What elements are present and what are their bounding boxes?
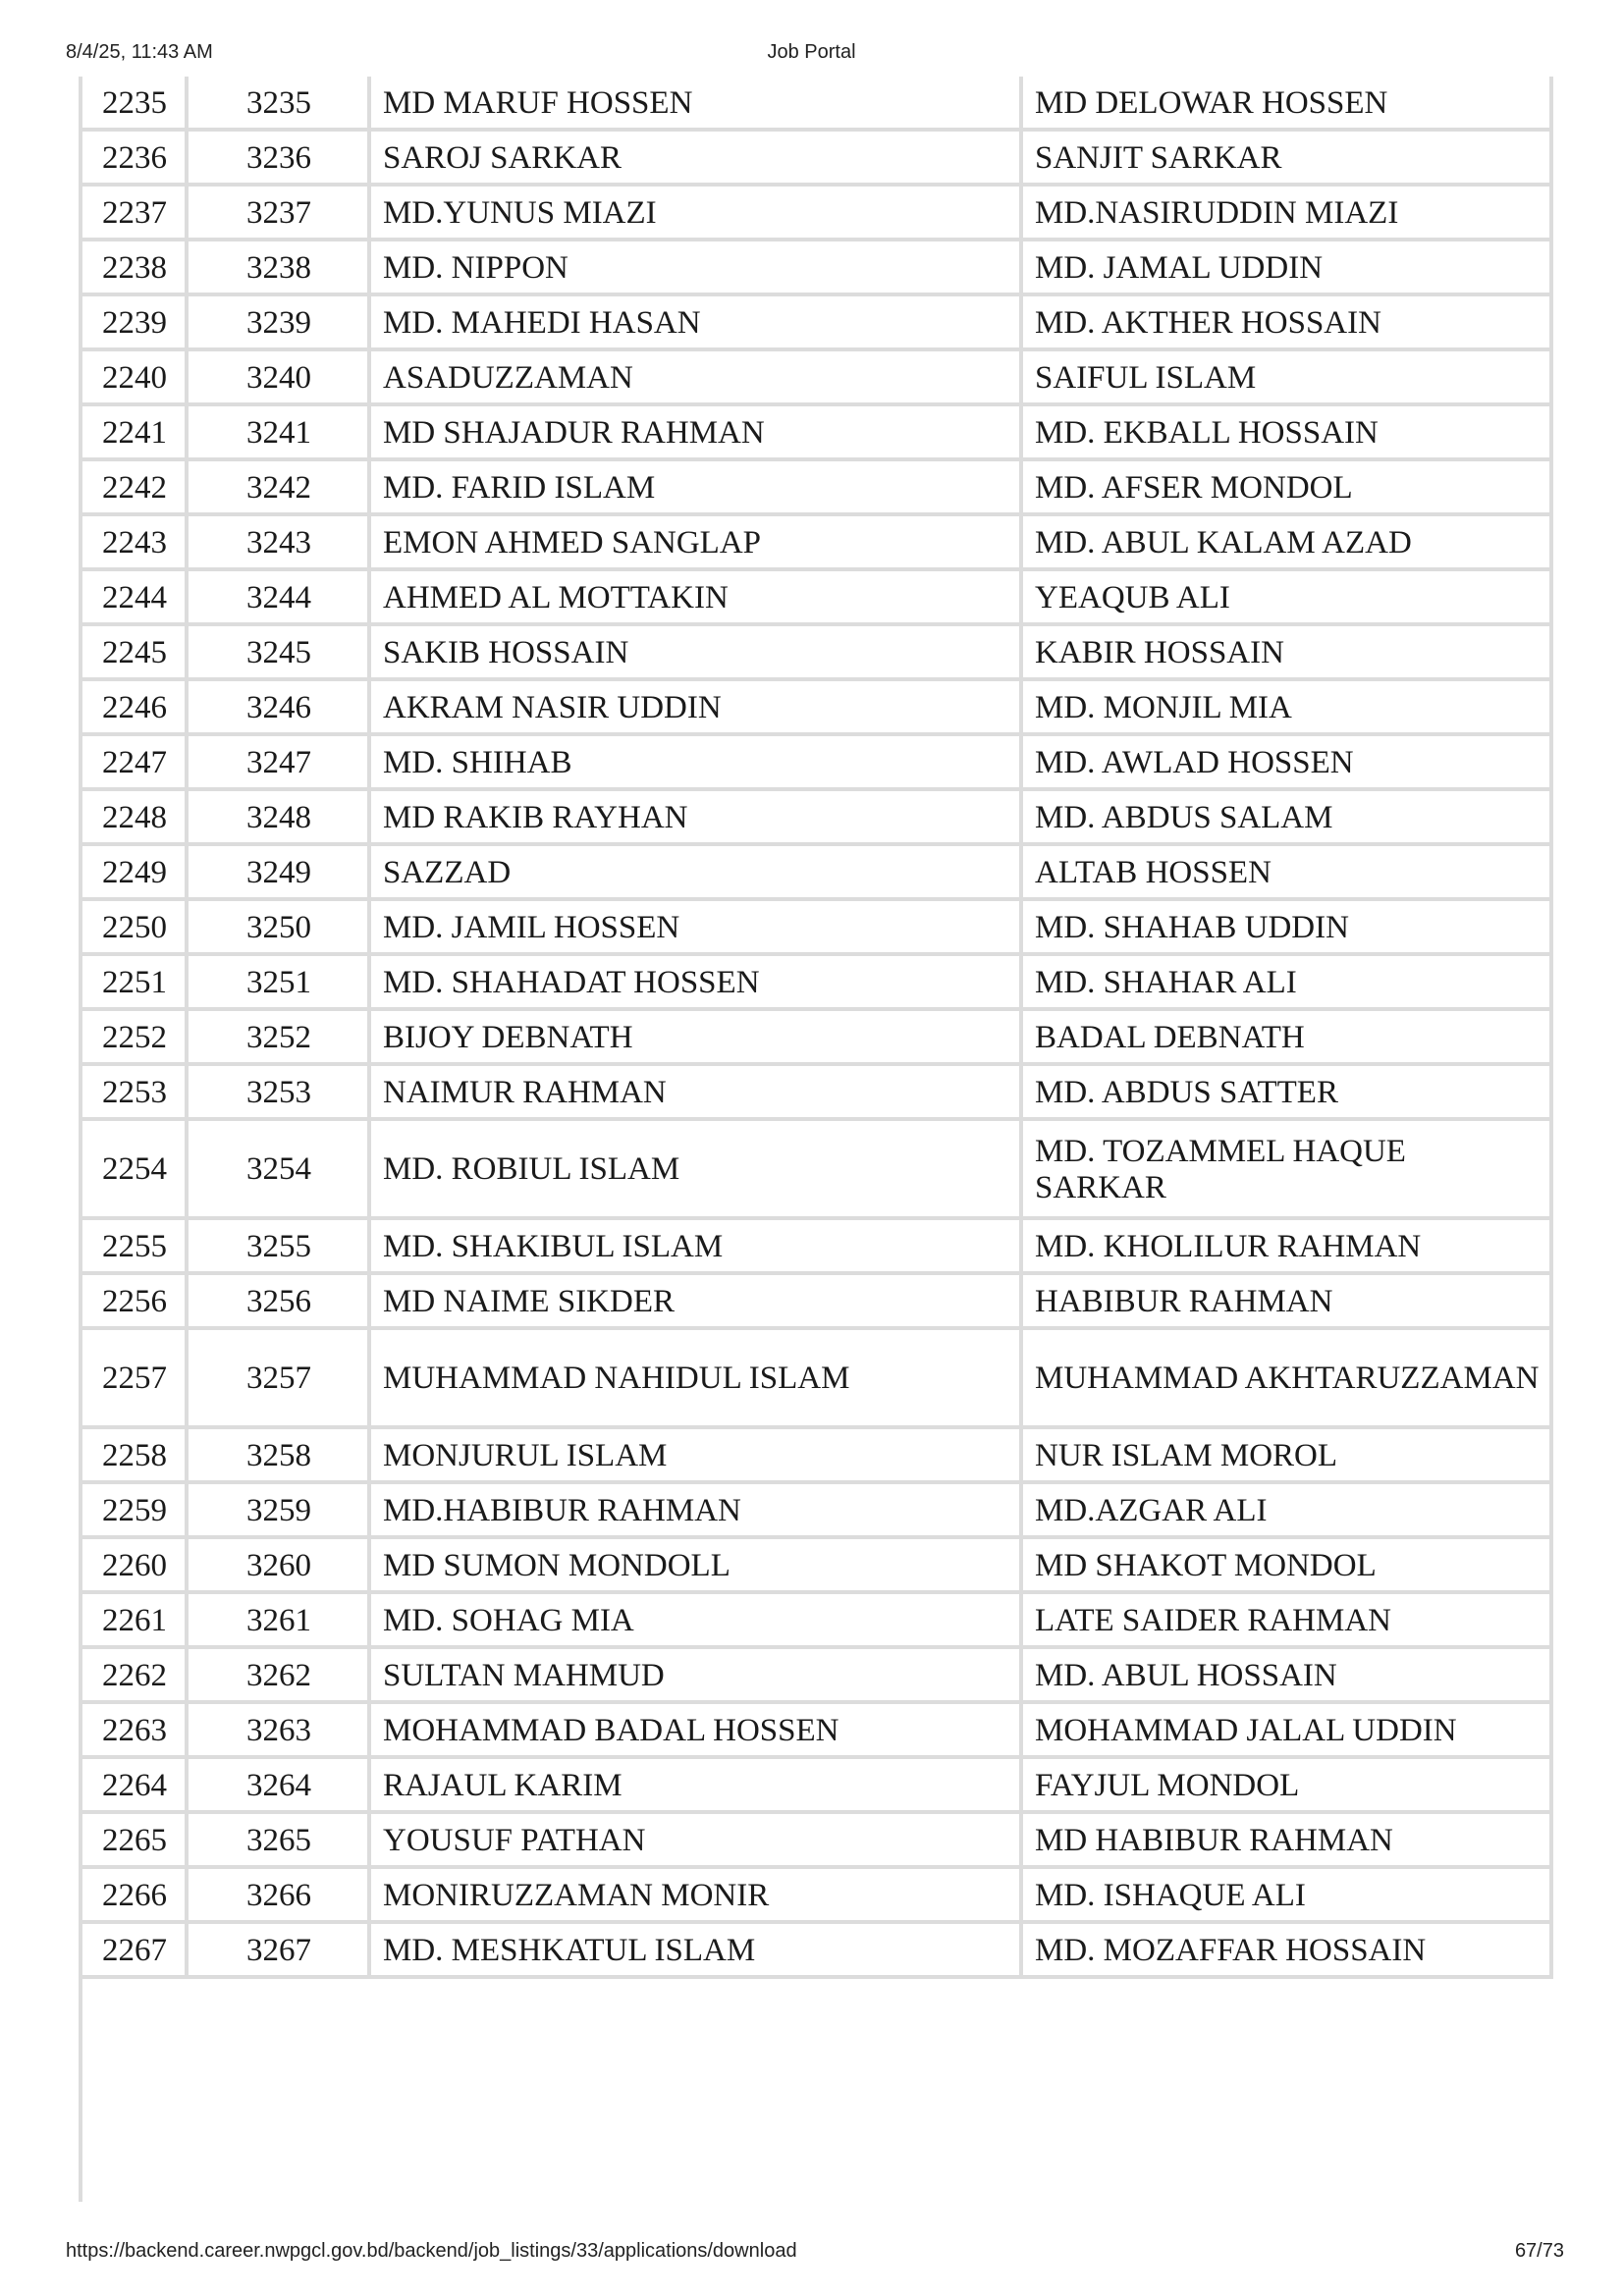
table-row xyxy=(82,626,1553,681)
table-row xyxy=(82,1594,1553,1649)
roll-cell: 3243 xyxy=(189,516,371,571)
applicant-name-cell: RAJAUL KARIM xyxy=(371,1759,1023,1814)
father-name-cell: MD. AKTHER HOSSAIN xyxy=(1023,296,1553,351)
roll-cell: 3239 xyxy=(189,296,371,351)
table-row xyxy=(82,1924,1553,1979)
serial-cell: 2262 xyxy=(82,1649,189,1704)
father-name-cell: MOHAMMAD JALAL UDDIN xyxy=(1023,1704,1553,1759)
serial-cell: 2235 xyxy=(82,77,189,132)
father-name-cell: MD. EKBALL HOSSAIN xyxy=(1023,406,1553,461)
table-row xyxy=(82,1220,1553,1275)
table-row xyxy=(82,1011,1553,1066)
applicant-name-cell: MD NAIME SIKDER xyxy=(371,1275,1023,1330)
applicant-table-body xyxy=(82,77,1553,1979)
applicant-name-cell: MD. SHAKIBUL ISLAM xyxy=(371,1220,1023,1275)
applicant-name-cell: MD. NIPPON xyxy=(371,241,1023,296)
father-name-cell: LATE SAIDER RAHMAN xyxy=(1023,1594,1553,1649)
roll-cell: 3259 xyxy=(189,1484,371,1539)
father-name-cell: MD. JAMAL UDDIN xyxy=(1023,241,1553,296)
serial-cell: 2238 xyxy=(82,241,189,296)
applicant-name-cell: MD SUMON MONDOLL xyxy=(371,1539,1023,1594)
table-row xyxy=(82,791,1553,846)
serial-cell: 2256 xyxy=(82,1275,189,1330)
applicant-name-cell: MD.HABIBUR RAHMAN xyxy=(371,1484,1023,1539)
table-row xyxy=(82,736,1553,791)
table-row xyxy=(82,1814,1553,1869)
applicant-name-cell: NAIMUR RAHMAN xyxy=(371,1066,1023,1121)
applicant-name-cell: AHMED AL MOTTAKIN xyxy=(371,571,1023,626)
serial-cell: 2253 xyxy=(82,1066,189,1121)
table-row xyxy=(82,516,1553,571)
father-name-cell: MD. ISHAQUE ALI xyxy=(1023,1869,1553,1924)
roll-cell: 3242 xyxy=(189,461,371,516)
roll-cell: 3236 xyxy=(189,132,371,187)
applicant-name-cell: BIJOY DEBNATH xyxy=(371,1011,1023,1066)
roll-cell: 3249 xyxy=(189,846,371,901)
roll-cell: 3257 xyxy=(189,1330,371,1429)
father-name-cell: MD. TOZAMMEL HAQUE SARKAR xyxy=(1023,1121,1553,1220)
father-name-cell: MD DELOWAR HOSSEN xyxy=(1023,77,1553,132)
table-row xyxy=(82,1066,1553,1121)
serial-cell: 2246 xyxy=(82,681,189,736)
father-name-cell: FAYJUL MONDOL xyxy=(1023,1759,1553,1814)
roll-cell: 3263 xyxy=(189,1704,371,1759)
serial-cell: 2237 xyxy=(82,187,189,241)
applicant-name-cell: MD. JAMIL HOSSEN xyxy=(371,901,1023,956)
serial-cell: 2242 xyxy=(82,461,189,516)
roll-cell: 3254 xyxy=(189,1121,371,1220)
roll-cell: 3247 xyxy=(189,736,371,791)
applicant-name-cell: MD. SHIHAB xyxy=(371,736,1023,791)
applicant-name-cell: MONJURUL ISLAM xyxy=(371,1429,1023,1484)
table-row xyxy=(82,1869,1553,1924)
serial-cell: 2236 xyxy=(82,132,189,187)
table-row xyxy=(82,1429,1553,1484)
serial-cell: 2245 xyxy=(82,626,189,681)
roll-cell: 3244 xyxy=(189,571,371,626)
serial-cell: 2267 xyxy=(82,1924,189,1979)
applicant-name-cell: MD SHAJADUR RAHMAN xyxy=(371,406,1023,461)
source-url: https://backend.career.nwpgcl.gov.bd/backend/job_listings/33/applications/download xyxy=(66,2240,797,2262)
roll-cell: 3240 xyxy=(189,351,371,406)
roll-cell: 3252 xyxy=(189,1011,371,1066)
father-name-cell: MD SHAKOT MONDOL xyxy=(1023,1539,1553,1594)
serial-cell: 2266 xyxy=(82,1869,189,1924)
table-row xyxy=(82,351,1553,406)
serial-cell: 2248 xyxy=(82,791,189,846)
father-name-cell: SAIFUL ISLAM xyxy=(1023,351,1553,406)
father-name-cell: MD. MONJIL MIA xyxy=(1023,681,1553,736)
table-row xyxy=(82,1121,1553,1220)
serial-cell: 2254 xyxy=(82,1121,189,1220)
table-row xyxy=(82,681,1553,736)
serial-cell: 2244 xyxy=(82,571,189,626)
table-row xyxy=(82,241,1553,296)
applicant-name-cell: MOHAMMAD BADAL HOSSEN xyxy=(371,1704,1023,1759)
applicant-name-cell: ASADUZZAMAN xyxy=(371,351,1023,406)
serial-cell: 2263 xyxy=(82,1704,189,1759)
roll-cell: 3258 xyxy=(189,1429,371,1484)
father-name-cell: BADAL DEBNATH xyxy=(1023,1011,1553,1066)
serial-cell: 2247 xyxy=(82,736,189,791)
applicant-table xyxy=(82,77,1553,1979)
father-name-cell: MD. SHAHAB UDDIN xyxy=(1023,901,1553,956)
roll-cell: 3251 xyxy=(189,956,371,1011)
roll-cell: 3250 xyxy=(189,901,371,956)
roll-cell: 3262 xyxy=(189,1649,371,1704)
table-row xyxy=(82,461,1553,516)
roll-cell: 3255 xyxy=(189,1220,371,1275)
print-datetime: 8/4/25, 11:43 AM xyxy=(66,41,213,63)
serial-cell: 2255 xyxy=(82,1220,189,1275)
serial-cell: 2265 xyxy=(82,1814,189,1869)
applicant-name-cell: AKRAM NASIR UDDIN xyxy=(371,681,1023,736)
father-name-cell: MD. ABUL HOSSAIN xyxy=(1023,1649,1553,1704)
roll-cell: 3261 xyxy=(189,1594,371,1649)
roll-cell: 3238 xyxy=(189,241,371,296)
table-row xyxy=(82,1759,1553,1814)
father-name-cell: MD.AZGAR ALI xyxy=(1023,1484,1553,1539)
serial-cell: 2239 xyxy=(82,296,189,351)
father-name-cell: MUHAMMAD AKHTARUZZAMAN xyxy=(1023,1330,1553,1429)
applicant-name-cell: MD RAKIB RAYHAN xyxy=(371,791,1023,846)
father-name-cell: KABIR HOSSAIN xyxy=(1023,626,1553,681)
father-name-cell: MD. ABDUS SALAM xyxy=(1023,791,1553,846)
table-row xyxy=(82,77,1553,132)
roll-cell: 3237 xyxy=(189,187,371,241)
father-name-cell: NUR ISLAM MOROL xyxy=(1023,1429,1553,1484)
roll-cell: 3267 xyxy=(189,1924,371,1979)
roll-cell: 3235 xyxy=(189,77,371,132)
table-row xyxy=(82,1330,1553,1429)
table-row xyxy=(82,187,1553,241)
roll-cell: 3248 xyxy=(189,791,371,846)
serial-cell: 2260 xyxy=(82,1539,189,1594)
father-name-cell: MD. MOZAFFAR HOSSAIN xyxy=(1023,1924,1553,1979)
serial-cell: 2251 xyxy=(82,956,189,1011)
applicant-table-container xyxy=(79,77,1553,2202)
father-name-cell: MD.NASIRUDDIN MIAZI xyxy=(1023,187,1553,241)
roll-cell: 3256 xyxy=(189,1275,371,1330)
serial-cell: 2252 xyxy=(82,1011,189,1066)
table-row xyxy=(82,901,1553,956)
father-name-cell: ALTAB HOSSEN xyxy=(1023,846,1553,901)
roll-cell: 3245 xyxy=(189,626,371,681)
applicant-name-cell: MONIRUZZAMAN MONIR xyxy=(371,1869,1023,1924)
table-row xyxy=(82,296,1553,351)
applicant-name-cell: SAROJ SARKAR xyxy=(371,132,1023,187)
serial-cell: 2243 xyxy=(82,516,189,571)
father-name-cell: MD. ABDUS SATTER xyxy=(1023,1066,1553,1121)
father-name-cell: SANJIT SARKAR xyxy=(1023,132,1553,187)
serial-cell: 2241 xyxy=(82,406,189,461)
applicant-name-cell: MD. SHAHADAT HOSSEN xyxy=(371,956,1023,1011)
serial-cell: 2258 xyxy=(82,1429,189,1484)
serial-cell: 2257 xyxy=(82,1330,189,1429)
roll-cell: 3264 xyxy=(189,1759,371,1814)
father-name-cell: HABIBUR RAHMAN xyxy=(1023,1275,1553,1330)
applicant-name-cell: YOUSUF PATHAN xyxy=(371,1814,1023,1869)
applicant-name-cell: MD. ROBIUL ISLAM xyxy=(371,1121,1023,1220)
roll-cell: 3253 xyxy=(189,1066,371,1121)
serial-cell: 2259 xyxy=(82,1484,189,1539)
table-row xyxy=(82,956,1553,1011)
serial-cell: 2250 xyxy=(82,901,189,956)
applicant-name-cell: MD. MESHKATUL ISLAM xyxy=(371,1924,1023,1979)
roll-cell: 3260 xyxy=(189,1539,371,1594)
roll-cell: 3241 xyxy=(189,406,371,461)
father-name-cell: YEAQUB ALI xyxy=(1023,571,1553,626)
table-row xyxy=(82,1275,1553,1330)
applicant-name-cell: MD.YUNUS MIAZI xyxy=(371,187,1023,241)
applicant-name-cell: MD. MAHEDI HASAN xyxy=(371,296,1023,351)
applicant-name-cell: SULTAN MAHMUD xyxy=(371,1649,1023,1704)
table-row xyxy=(82,571,1553,626)
roll-cell: 3246 xyxy=(189,681,371,736)
applicant-name-cell: SAKIB HOSSAIN xyxy=(371,626,1023,681)
table-row xyxy=(82,132,1553,187)
page-number: 67/73 xyxy=(1514,2240,1564,2262)
father-name-cell: MD. AWLAD HOSSEN xyxy=(1023,736,1553,791)
table-row xyxy=(82,1484,1553,1539)
serial-cell: 2240 xyxy=(82,351,189,406)
serial-cell: 2261 xyxy=(82,1594,189,1649)
table-row xyxy=(82,1704,1553,1759)
father-name-cell: MD. ABUL KALAM AZAD xyxy=(1023,516,1553,571)
applicant-name-cell: MD. SOHAG MIA xyxy=(371,1594,1023,1649)
table-row xyxy=(82,406,1553,461)
table-row xyxy=(82,1539,1553,1594)
serial-cell: 2264 xyxy=(82,1759,189,1814)
applicant-name-cell: SAZZAD xyxy=(371,846,1023,901)
father-name-cell: MD. SHAHAR ALI xyxy=(1023,956,1553,1011)
page-title: Job Portal xyxy=(767,41,856,63)
serial-cell: 2249 xyxy=(82,846,189,901)
father-name-cell: MD HABIBUR RAHMAN xyxy=(1023,1814,1553,1869)
applicant-name-cell: MUHAMMAD NAHIDUL ISLAM xyxy=(371,1330,1023,1429)
roll-cell: 3265 xyxy=(189,1814,371,1869)
applicant-name-cell: MD. FARID ISLAM xyxy=(371,461,1023,516)
father-name-cell: MD. AFSER MONDOL xyxy=(1023,461,1553,516)
roll-cell: 3266 xyxy=(189,1869,371,1924)
applicant-name-cell: EMON AHMED SANGLAP xyxy=(371,516,1023,571)
father-name-cell: MD. KHOLILUR RAHMAN xyxy=(1023,1220,1553,1275)
applicant-name-cell: MD MARUF HOSSEN xyxy=(371,77,1023,132)
table-row xyxy=(82,1649,1553,1704)
table-row xyxy=(82,846,1553,901)
